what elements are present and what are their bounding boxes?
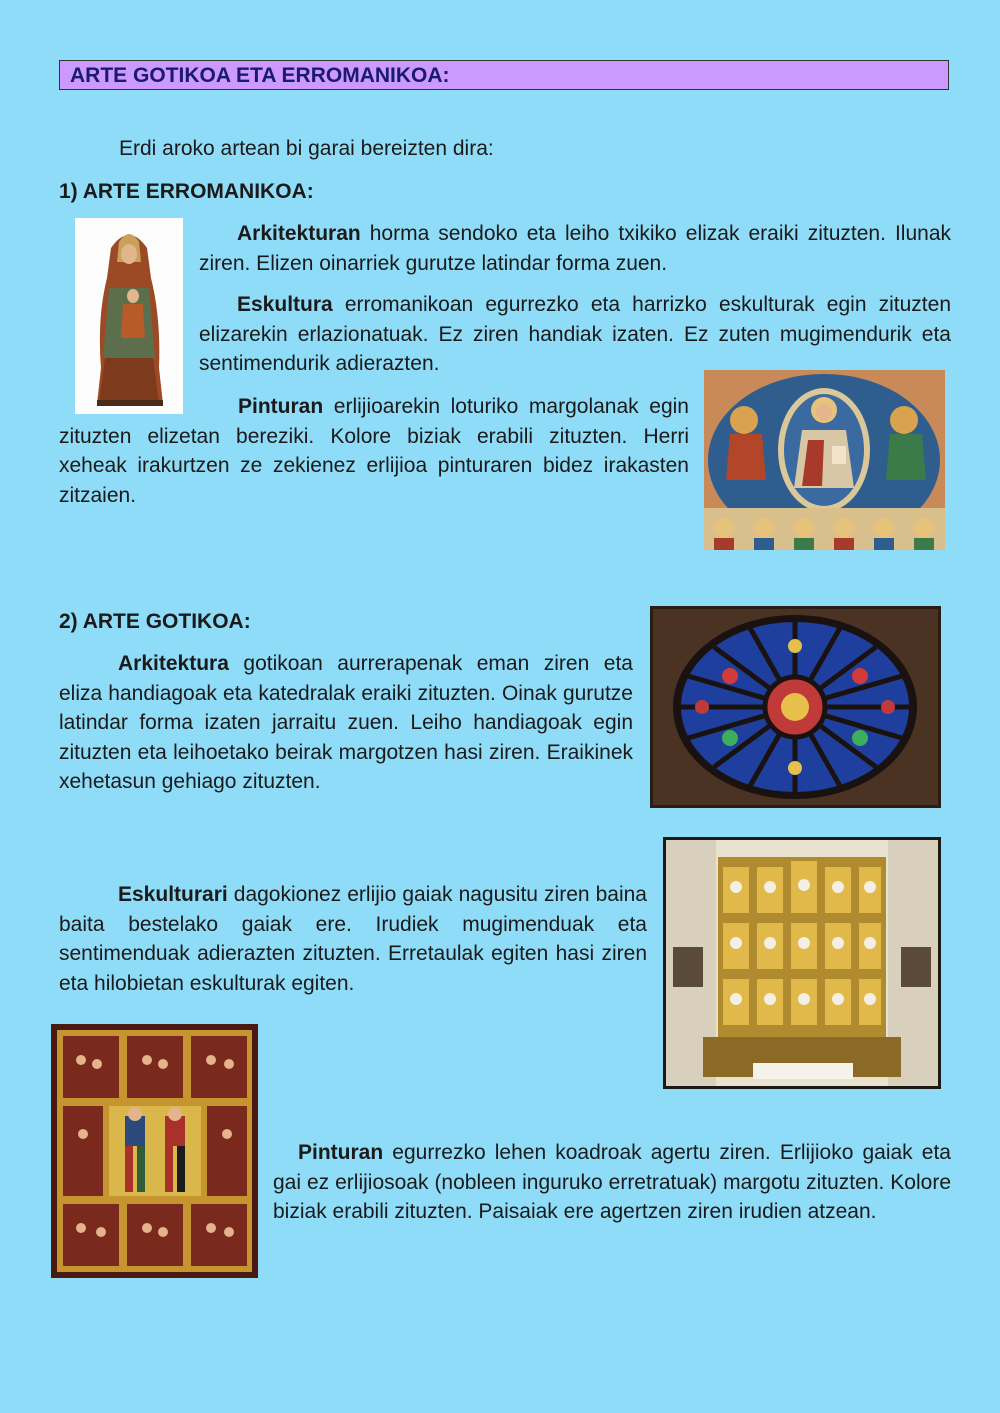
gothic-sculpture-paragraph: Eskulturari dagokionez erlijio gaiak nagusitu ziren baina baita bestelako gaiak ere. Irudiek mugimenduak eta sentimenduak adierazten zituzten. Erretaulak egiten hasi ziren eta hilobietan eskulturak egiten.	[59, 883, 647, 995]
romanesque-statue-image	[75, 218, 183, 414]
sculpture-term: Eskultura	[237, 293, 333, 316]
romanesque-heading: 1) ARTE ERROMANIKOA:	[59, 180, 314, 203]
painting-term: Pinturan	[298, 1141, 384, 1164]
page-title: ARTE GOTIKOA ETA ERROMANIKOA:	[59, 60, 949, 90]
romanesque-painting-block	[59, 392, 689, 510]
gothic-retable-image	[51, 1024, 258, 1278]
romanesque-architecture-paragraph: Arkitekturan horma sendoko eta leiho txikiko elizak eraiki zituzten. Ilunak ziren. Elizen oinarriek gurutze latindar forma zuen.	[199, 222, 951, 275]
romanesque-painting-paragraph: Pinturan erlijioarekin loturiko margolanak egin zituzten elizetan bereziki. Kolore biziak erabili zituzten. Herri xeheak irakurtzen ze zekienez erlijioa pinturaren bidez irakasten zitzaien.	[59, 395, 689, 507]
gothic-heading: 2) ARTE GOTIKOA:	[59, 610, 251, 633]
sculpture-term: Eskulturari	[118, 883, 228, 906]
gothic-altarpiece-image	[663, 837, 941, 1089]
romanesque-fresco-image	[704, 370, 945, 550]
gothic-rose-window-image	[650, 606, 941, 808]
intro-text: Erdi aroko artean bi garai bereizten dira:	[119, 137, 494, 160]
gothic-painting-paragraph: Pinturan egurrezko lehen koadroak agertu ziren. Erlijioko gaiak eta gai ez erlijiosoak (nobleen inguruko erretratuak) margotu zituzten. Kolore biziak erabili zituzten. Paisaiak ere agertzen ziren irudien atzean.	[273, 1141, 951, 1223]
architecture-term: Arkitekturan	[237, 222, 361, 245]
gothic-architecture-paragraph: Arkitektura gotikoan aurrerapenak eman ziren eta eliza handiagoak eta katedralak eraiki zituzten. Oinak gurutze latindar forma izaten jarraitu zuen. Leiho handiagoak egin zituzten eta leihoetako beirak margotzen hasi ziren. Eraikinek xehetasun gehiago zituzten.	[59, 652, 633, 793]
architecture-term: Arkitektura	[118, 652, 229, 675]
romanesque-sculpture-paragraph: Eskultura erromanikoan egurrezko eta harrizko eskulturak egin zituzten elizarekin erlazionatuak. Ez ziren handiak izaten. Ez zuten mugimendurik eta sentimendurik adierazten.	[199, 293, 951, 375]
painting-term: Pinturan	[238, 395, 324, 418]
